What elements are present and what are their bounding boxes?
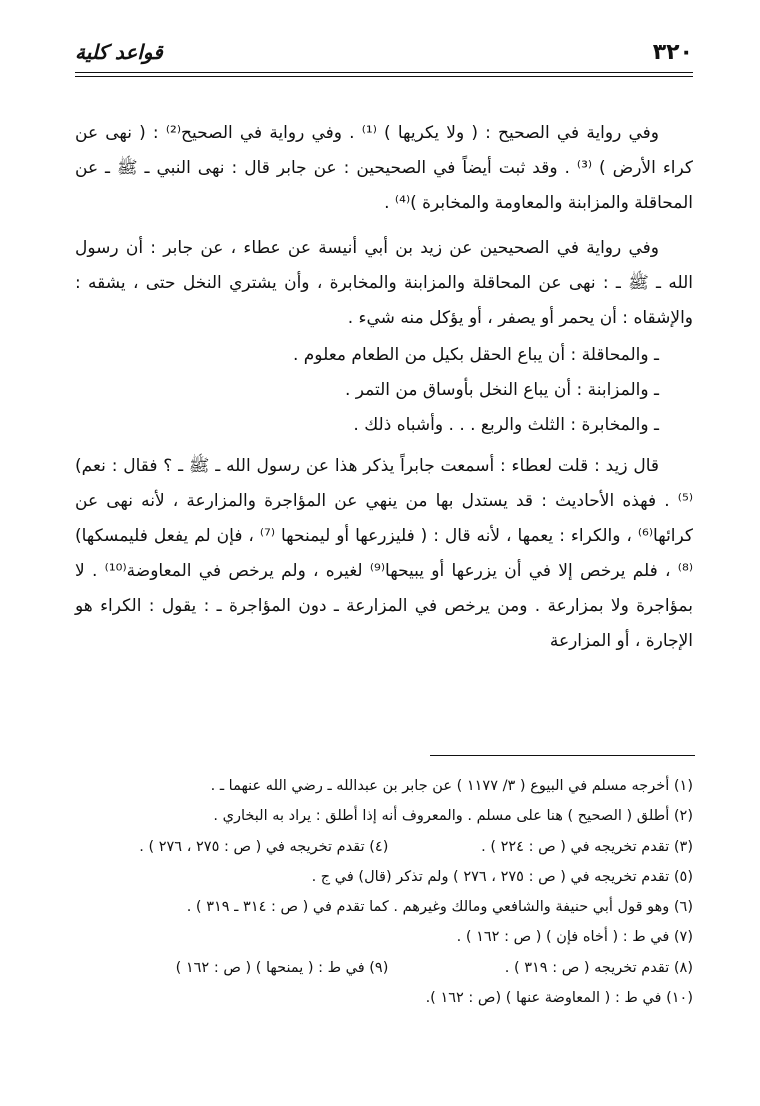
footnote: (١) أخرجه مسلم في البيوع ( ٣/ ١١٧٧ ) عن جابر بن عبدالله ـ رضي الله عنهما ـ . xyxy=(210,778,693,794)
footnote-pair xyxy=(75,953,693,983)
page-number: ٣٢٠ xyxy=(652,40,693,65)
footnote: (٣) تقدم تخريجه في ( ص : ٢٢٤ ) . xyxy=(481,838,693,855)
paragraph: وفي رواية في الصحيح : ( ولا يكريها ) ⁽¹⁾ . وفي رواية في الصحيح⁽²⁾ : ( نهى عن كراء الأرض ) ⁽³⁾ . وقد ثبت أيضاً في الصحيحين : عن جابر قال : نهى النبي ـ ﷺ ـ عن المحاقلة والمزابنة والمعاومة والمخابرة )⁽⁴⁾ . xyxy=(75,123,694,213)
paragraph: قال زيد : قلت لعطاء : أسمعت جابراً يذكر هذا عن رسول الله ـ ﷺ ـ ؟ فقال : نعم)⁽⁵⁾ . فهذه الأحاديث : قد يستدل بها من ينهي عن المؤاجرة والمزارعة ، لأنه نهى عن كرائها⁽⁶⁾ ، والكراء : يعمها ، لأنه قال : ( فليزرعها أو ليمنحها ⁽⁷⁾ ، فإن لم يفعل فليمسكها)⁽⁸⁾ ، فلم يرخص إلا في أن يزرعها أو يبيحها⁽⁹⁾ لغيره ، ولم يرخص في المعاوضة⁽¹⁰⁾ . لا بمؤاجرة ولا بمزارعة . ومن يرخص في المزارعة ـ دون المؤاجرة ـ : يقول : الكراء هو الإجارة ، أو المزارعة xyxy=(75,456,693,651)
header-rule-top xyxy=(75,72,693,73)
footnotes xyxy=(75,771,693,1013)
footnote-pair xyxy=(75,832,693,862)
page-header xyxy=(75,38,693,72)
running-title: قواعد كلية xyxy=(75,40,163,64)
footnote: (٥) تقدم تخريجه في ( ص : ٢٧٥ ، ٢٧٦ ) ولم تذكر (قال) في ج . xyxy=(311,868,693,885)
definition-item: ـ والمحاقلة : أن يباع الحقل بكيل من الطعام معلوم . xyxy=(292,345,659,365)
footnote: (٢) أطلق ( الصحيح ) هنا على مسلم . والمعروف أنه إذا أطلق : يراد به البخاري . xyxy=(213,808,693,825)
main-text xyxy=(75,116,693,659)
footnote: (٦) وهو قول أبي حنيفة والشافعي ومالك وغيرهم . كما تقدم في ( ص : ٣١٤ ـ ٣١٩ ) . xyxy=(186,899,693,916)
paragraph: وفي رواية في الصحيحين عن زيد بن أبي أنيسة عن عطاء ، عن جابر : أن رسول الله ـ ﷺ ـ : نهى عن المحاقلة والمزابنة والمخابرة ، وأن يشتري النخل حتى ، يشقه : والإشقاه : أن يحمر أو يصفر ، أو يؤكل منه شيء . xyxy=(75,238,693,328)
header-rule-bottom xyxy=(75,76,693,77)
footnote: (٩) في ط : ( يمنحها ) ( ص : ١٦٢ ) xyxy=(175,959,389,976)
definition-item: ـ والمزابنة : أن يباع النخل بأوساق من التمر . xyxy=(344,380,659,400)
footnote: (١٠) في ط : ( المعاوضة عنها ) (ص : ١٦٢ ). xyxy=(425,990,693,1007)
footnote: (٤) تقدم تخريجه في ( ص : ٢٧٥ ، ٢٧٦ ) . xyxy=(139,838,389,855)
definition-item: ـ والمخابرة : الثلث والربع . . . وأشباه ذلك . xyxy=(353,415,659,435)
footnote: (٧) في ط : ( أخاه فإن ) ( ص : ١٦٢ ) . xyxy=(456,929,693,946)
footnote-separator xyxy=(430,755,695,756)
footnote: (٨) تقدم تخريجه ( ص : ٣١٩ ) . xyxy=(504,959,693,976)
